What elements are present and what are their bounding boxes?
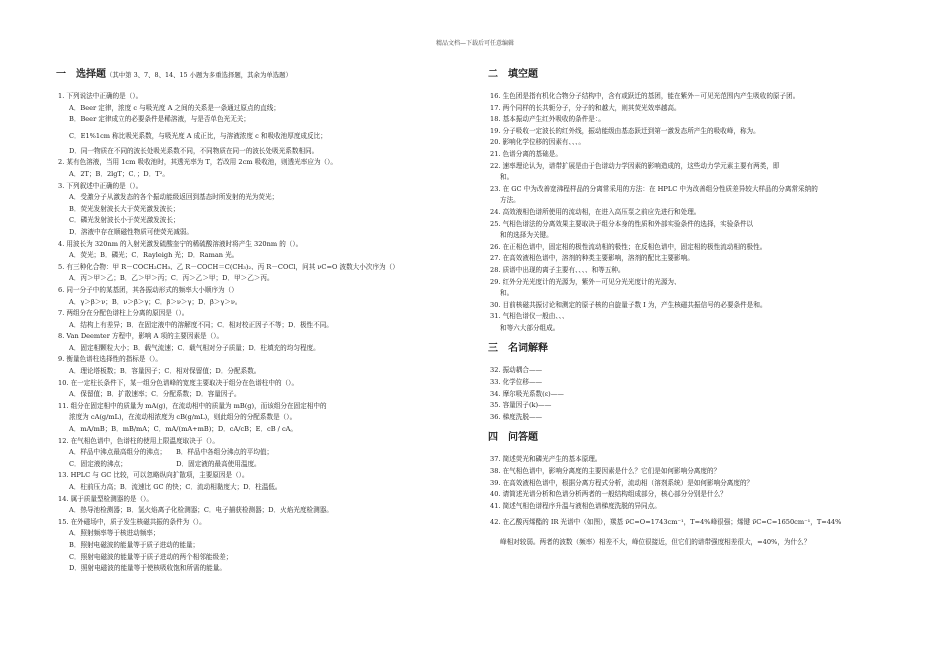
question-line: 34. 摩尔吸光系数(ε)—— xyxy=(490,389,564,398)
question-line: 33. 化学位移—— xyxy=(490,378,543,387)
question-line: 12. 在气相色谱中，色谱柱的使用上限温度取决于（）。 xyxy=(58,436,219,445)
question-line: 35. 容量因子(k)—— xyxy=(490,401,552,410)
question-line: 20. 影响化学位移的因素有、、、。 xyxy=(490,138,585,147)
question-line: 39. 在高效液相色谱中，根据分离方程式分析，流动相（溶剂系统）是如何影响分离度的？ xyxy=(490,478,754,487)
choice-heading: 一 选择题 xyxy=(56,69,106,80)
question-line: 17. 两个同样的长共轭分子，分子的和越大，则其荧光效率越高。 xyxy=(490,103,681,112)
fill-question-list xyxy=(488,91,908,334)
term-question-list xyxy=(488,365,908,423)
right-column xyxy=(488,68,908,552)
question-continuation-line: 和。 xyxy=(500,289,514,298)
section-heading-fill: 二 填空题 xyxy=(488,69,538,80)
qa-question-list xyxy=(488,454,908,552)
question-continuation-line: A．受激分子从激发态的各个振动能级返回到基态时所发射的光为荧光； xyxy=(69,193,279,202)
question-line: 4. 用波长为 320nm 的入射光激发硫酸奎宁的稀硫酸溶液时将产生 320nm 的（）。 xyxy=(58,239,303,248)
question-line: 25. 气相色谱法的分离效果主要取决于组分本身的性质和外部实验条件的选择，实验条件以 xyxy=(490,219,754,228)
question-line: 37. 简述荧光和磷光产生的基本原理。 xyxy=(490,455,602,464)
question-continuation-line: A．mA/mB；B．mB/mA；C．mA/(mA+mB)；D．cA/cB；E．cB / cA。 xyxy=(69,425,297,434)
question-line: 3. 下列叙述中正确的是（）。 xyxy=(58,181,143,190)
question-continuation-line: A．保留值；B．扩散速率；C．分配系数；D．容量因子。 xyxy=(69,390,241,399)
question-line: 27. 在高效液相色谱中，溶剂的种类主要影响，溶剂的配比主要影响。 xyxy=(490,254,694,263)
question-continuation-line: A．Beer 定律，浓度 c 与吸光度 A 之间的关系是一条通过原点的直线； xyxy=(69,103,280,112)
choice-note: （其中第 3、7、8、14、15 小题为多重选择题，其余为单选题） xyxy=(106,71,292,79)
question-line: 40. 请简述光谱分析和色谱分析两者的一般结构组成部分，核心部分分别是什么？ xyxy=(490,490,727,499)
question-continuation-line: A．2T；B．2lgT；C．；D．T²。 xyxy=(69,169,169,178)
question-line: 9. 衡量色谱柱选择性的指标是（）。 xyxy=(58,355,162,364)
question-continuation-line: C．E1%1cm 称比吸光系数，与吸光度 A 成正比，与溶液浓度 c 和吸收池厚度成反比； xyxy=(69,131,327,140)
question-line: 11. 组分在固定相中的质量为 mA(g)，在流动相中的质量为 mB(g)，而该组分在固定相中的 xyxy=(58,401,327,410)
question-line: 41. 简述气相色谱程序升温与液相色谱梯度洗脱的异同点。 xyxy=(490,501,661,510)
question-line: 42. 在乙酸丙烯酯的 IR 光谱中（如图），羰基 ν̃C=O=1743cm⁻¹，T=4%峰很强；烯键 ν̃C=C=1650cm⁻¹，T=44% xyxy=(490,518,842,527)
question-continuation-line: A．理论塔板数；B．容量因子；C．相对保留值；D．分配系数。 xyxy=(69,367,261,376)
question-continuation-line: B．照射电磁波的能量等于质子进动的能量； xyxy=(69,540,200,549)
question-continuation-line: B．Beer 定律成立的必要条件是稀溶液，与是否单色光无关； xyxy=(69,115,250,124)
question-line: 28. 质谱中出现的离子主要有、、、、和等五种。 xyxy=(490,265,625,274)
question-continuation-line: 和的选择为关键。 xyxy=(500,231,553,240)
question-line: 2. 某有色溶液，当用 1cm 吸收池时，其透光率为 T，若改用 2cm 吸收池，则透光率应为（）。 xyxy=(58,158,338,167)
question-line: 24. 高效液相色谱所使用的流动相，在进入高压泵之前应先进行和处理。 xyxy=(490,207,701,216)
question-line: 29. 红外分光光度计的光源为，紫外－可见分光光度计的光源为、 xyxy=(490,277,681,286)
question-continuation-line: C．固定液的沸点； D．固定液的最高使用温度。 xyxy=(69,459,261,468)
question-continuation-line: A．丙＞甲＞乙；B．乙＞甲＞丙；C．丙＞乙＞甲；D．甲＞乙＞丙。 xyxy=(69,274,274,283)
question-line: 18. 基本振动产生红外吸收的条件是：。 xyxy=(490,115,605,124)
question-line: 8. Van Deemter 方程中，影响 A 项的主要因素是（）。 xyxy=(58,332,224,341)
question-line: 16. 生色团是指有机化合物分子结构中，含有或跃迁的基团，能在紫外－可见光范围内产生吸收的原子团。 xyxy=(490,92,800,100)
question-continuation-line: D．同一物质在不同的波长处吸光系数不同，不同物质在同一的波长处吸光系数相同。 xyxy=(69,146,319,155)
section-heading-terms: 三 名词解释 xyxy=(488,343,548,355)
question-line: 7. 两组分在分配色谱柱上分离的原因是（）。 xyxy=(58,309,189,318)
question-continuation-line: 方法。 xyxy=(500,196,520,205)
question-line: 19. 分子吸收一定波长的红外线，振动能级由基态跃迁到第一激发态所产生的吸收峰，称为。 xyxy=(490,126,760,135)
question-line: 26. 在正相色谱中，固定相的极性流动相的极性；在反相色谱中，固定相的极性流动相的极性。 xyxy=(490,242,767,251)
left-column xyxy=(56,68,474,575)
question-continuation-line: D．照射电磁波的能量等于使核吸收饱和所需的能量。 xyxy=(69,564,226,573)
question-continuation-line: 峰相对较弱。两者的波数（频率）相差不大，峰位很接近，但它们的谱带强度相差很大，=40%，为什么？ xyxy=(500,538,811,547)
choice-question-list xyxy=(56,91,474,575)
page-header: 精品文档—下载后可任意编辑 xyxy=(435,40,514,47)
question-continuation-line: A．样品中沸点最高组分的沸点； B．样品中各组分沸点的平均值； xyxy=(69,448,274,457)
question-continuation-line: A．柱前压力高；B．流速比 GC 的快；C．流动相黏度大；D．柱温低。 xyxy=(69,483,282,491)
question-continuation-line: 和等六大部分组成。 xyxy=(500,323,560,332)
question-continuation-line: A．荧光；B．磷光；C．Rayleigh 光；D．Raman 光。 xyxy=(69,251,239,260)
question-line: 23. 在 GC 中为改善宽沸程样品的分离常采用的方法：在 HPLC 中为改善组分性质差异较大样品的分离常采纳的 xyxy=(490,184,818,193)
question-continuation-line: A．γ＞β＞ν；B．ν＞β＞γ；C．β＞ν＞γ；D．β＞γ＞ν。 xyxy=(69,297,242,306)
question-line: 1. 下列说法中正确的是（）。 xyxy=(58,92,143,100)
question-line: 21. 色谱分离的基础是。 xyxy=(490,149,562,158)
question-continuation-line: A．结构上有差异；B．在固定液中的溶解度不同；C．相对校正因子不等；D．极性不同。 xyxy=(69,320,333,329)
section-heading-qa: 四 问答题 xyxy=(488,432,538,444)
question-line: 5. 有三种化合物：甲 R－COCH₂CH₃、乙 R－COCH＝C(CH₃)₂、丙 R－COCl，问其 νC=O 波数大小次序为（） xyxy=(58,262,399,271)
question-continuation-line: C．磷光发射波长小于荧光激发波长； xyxy=(69,216,180,225)
question-line: 15. 在外磁场中，质子发生核磁共振的条件为（）。 xyxy=(58,517,206,526)
question-line: 38. 在气相色谱中，影响分离度的主要因素是什么？它们是如何影响分离度的？ xyxy=(490,467,721,476)
question-line: 22. 速率理论认为，谱带扩展是由于色谱动力学因素的影响造成的，这些动力学元素主要有两类，即 xyxy=(490,161,780,170)
question-line: 10. 在一定柱长条件下，某一组分色谱峰的宽度主要取决于组分在色谱柱中的（）。 xyxy=(58,378,299,387)
question-line: 31. 气相色谱仪一般由、、、 xyxy=(490,312,569,321)
question-continuation-line: D．溶液中存在顺磁性物质可使荧光减弱。 xyxy=(69,227,193,236)
question-line: 13. HPLC 与 GC 比较，可以忽略纵向扩散项，主要原因是（）。 xyxy=(58,471,249,480)
question-line: 14. 属于质量型检测器的是（）。 xyxy=(58,494,154,503)
question-continuation-line: 浓度为 cA(g/mL)，在流动相浓度为 cB(g/mL)，则此组分的分配系数是（）。 xyxy=(69,413,297,422)
question-line: 6. 同一分子中的某基团，其各振动形式的频率大小顺序为（） xyxy=(58,285,238,294)
question-continuation-line: 和。 xyxy=(500,173,514,182)
question-continuation-line: A．固定相颗粒大小；B．载气流速；C．载气相对分子质量；D．柱填充的均匀程度。 xyxy=(69,343,320,352)
question-continuation-line: A．热导池检测器；B．氢火焰离子化检测器；C．电子捕获检测器；D．火焰光度检测器。 xyxy=(69,506,333,515)
question-line: 30. 目前核磁共振讨论和测定的原子核的自旋量子数 I 为，产生核磁共振信号的必要条件是和。 xyxy=(490,300,767,309)
question-continuation-line: C．照射电磁波的能量等于质子进动的两个相邻能级差； xyxy=(69,552,233,561)
question-line: 32. 振动耦合—— xyxy=(490,366,543,375)
question-continuation-line: A．照射频率等于核进动频率； xyxy=(69,529,160,538)
section-heading-choice xyxy=(56,68,474,82)
question-line: 36. 梯度洗脱—— xyxy=(490,412,543,421)
question-continuation-line: B．荧光发射波长大于荧光激发波长； xyxy=(69,204,180,213)
